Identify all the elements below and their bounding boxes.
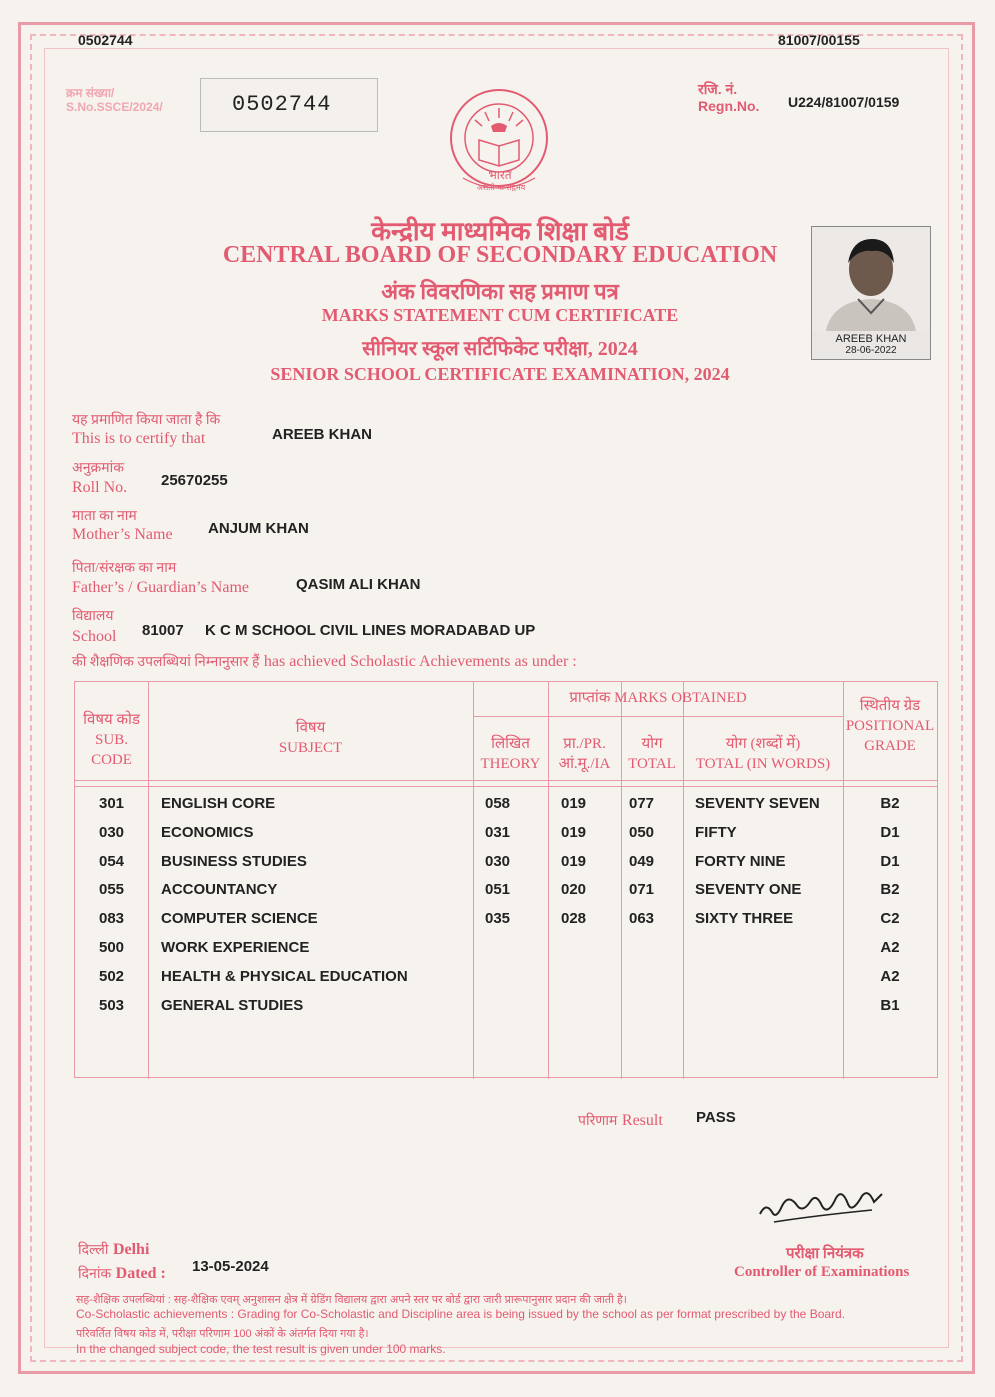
cell-subject: ACCOUNTANCY [161,881,278,898]
cell-total: 077 [629,795,655,812]
cell-words: FORTY NINE [695,853,786,870]
issue-date: 13-05-2024 [192,1258,269,1275]
cell-code: 054 [98,853,125,870]
certify-label-hindi: यह प्रमाणित किया जाता है कि [72,413,221,428]
school-name: K C M SCHOOL CIVIL LINES MORADABAD UP [205,622,536,639]
photo-caption-name: AREEB KHAN [835,333,907,345]
emblem-country: भारत [488,168,512,182]
cell-code: 083 [98,910,125,927]
result-label: Result [621,1112,663,1129]
photo-caption-date: 28-06-2022 [845,345,897,356]
footnote-hindi-1: सह-शैक्षिक उपलब्धियां : सह-शैक्षिक एवम् अनुशासन क्षेत्र में ग्रेडिंग विद्यालय द्वारा अपने स्तर पर बोर्ड द्वारा जारी प्रारूपानुसार प्रदान की जाती है। [76,1294,627,1306]
student-photo [811,226,931,360]
mother-label-hindi: माता का नाम [72,509,137,524]
regn-label-hindi: रजि. नं. [698,81,738,97]
cell-code: 301 [98,795,125,812]
cell-theory: 058 [485,795,511,812]
top-reference-number: 81007/00155 [778,32,860,48]
regn-number: U224/81007/0159 [788,94,900,110]
roll-label-hindi: अनुक्रमांक [72,461,124,476]
result-value: PASS [696,1109,736,1126]
footnote-2: In the changed subject code, the test result is given under 100 marks. [76,1342,446,1356]
result-line [578,1111,663,1130]
cell-subject: WORK EXPERIENCE [161,939,310,956]
sno-label-hindi: क्रम संख्या/ [66,86,115,100]
controller-signature-icon [752,1180,902,1230]
cell-practical: 019 [561,853,587,870]
cell-grade: C2 [880,910,900,927]
cell-practical: 020 [561,881,587,898]
achievements-label: has achieved Scholastic Achievements as under : [263,653,577,670]
cell-grade: A2 [880,968,900,985]
regn-label: Regn.No. [698,98,760,114]
emblem-motto: असतो मा सद्गमय [476,183,526,192]
result-label-hindi: परिणाम [578,1114,618,1129]
header-sub-code: विषय कोड SUB. CODE [83,712,140,768]
header-positional-grade: स्थितीय ग्रेड POSITIONAL GRADE [845,698,935,754]
board-name-hindi: केन्द्रीय माध्यमिक शिक्षा बोर्ड [371,217,629,246]
certificate-title: MARKS STATEMENT CUM CERTIFICATE [321,305,679,325]
header-subject: विषय SUBJECT [278,720,343,756]
achievements-label-hindi: की शैक्षणिक उपलब्धियां निम्नानुसार हैं [72,655,260,670]
header-practical: प्रा./PR. आं.मू./IA [558,736,611,772]
controller-title: Controller of Examinations [734,1264,910,1280]
cell-grade: B1 [880,997,900,1014]
header-total-in-words: योग (शब्दों में) TOTAL (IN WORDS) [695,736,831,772]
dated-line [78,1264,166,1283]
certify-label: This is to certify that [72,430,206,447]
cell-code: 500 [98,939,125,956]
cell-subject: GENERAL STUDIES [161,997,304,1014]
father-label-hindi: पिता/संरक्षक का नाम [72,561,177,576]
place: Delhi [112,1241,150,1258]
cell-total: 049 [629,853,655,870]
father-label: Father’s / Guardian’s Name [72,579,249,596]
cell-practical: 019 [561,795,587,812]
cell-words: SEVENTY SEVEN [695,795,820,812]
cell-code: 503 [98,997,125,1014]
cell-code: 055 [98,881,125,898]
certificate-title-hindi: अंक विवरणिका सह प्रमाण पत्र [381,279,619,304]
footnote-1: Co-Scholastic achievements : Grading for Co-Scholastic and Discipline area is being issued by the school as per format prescribed by the Board. [76,1307,846,1321]
cell-subject: ECONOMICS [161,824,254,841]
father-name: QASIM ALI KHAN [296,576,421,593]
sno-label: S.No.SSCE/2024/ [66,100,163,114]
exam-title: SENIOR SCHOOL CERTIFICATE EXAMINATION, 2024 [270,364,730,384]
place-hindi: दिल्ली [78,1243,109,1258]
student-portrait-icon [812,227,930,331]
dated-label-hindi: दिनांक [78,1267,112,1282]
school-label-hindi: विद्यालय [72,609,114,624]
header-marks-obtained: प्राप्तांक MARKS OBTAINED [569,690,747,706]
controller-title-hindi: परीक्षा नियंत्रक [786,1246,864,1262]
cell-grade: A2 [880,939,900,956]
cell-theory: 035 [485,910,511,927]
cell-subject: BUSINESS STUDIES [161,853,307,870]
mother-name: ANJUM KHAN [208,520,309,537]
school-label: School [72,628,117,645]
cell-grade: D1 [880,824,900,841]
cell-practical: 019 [561,824,587,841]
cell-subject: ENGLISH CORE [161,795,276,812]
cell-total: 071 [629,881,655,898]
board-name: CENTRAL BOARD OF SECONDARY EDUCATION [222,242,778,268]
cell-theory: 030 [485,853,511,870]
cell-grade: B2 [880,795,900,812]
header-theory: लिखित THEORY [480,736,541,772]
cell-theory: 051 [485,881,511,898]
mother-label: Mother’s Name [72,526,173,543]
roll-number: 25670255 [161,472,228,489]
marks-table [74,681,938,1078]
achievements-line [72,652,577,671]
cell-practical: 028 [561,910,587,927]
cell-words: SIXTY THREE [695,910,794,927]
school-code: 81007 [142,622,184,639]
cell-grade: B2 [880,881,900,898]
header-total: योग TOTAL [628,736,676,772]
cell-total: 063 [629,910,655,927]
cell-grade: D1 [880,853,900,870]
student-name: AREEB KHAN [272,426,373,443]
place-line [78,1240,149,1259]
cell-total: 050 [629,824,655,841]
cell-code: 030 [98,824,125,841]
dated-label: Dated : [115,1265,166,1282]
top-serial-number: 0502744 [78,32,133,48]
cell-words: FIFTY [695,824,737,841]
roll-label: Roll No. [72,479,128,496]
cell-words: SEVENTY ONE [695,881,802,898]
footnote-hindi-2: परिवर्तित विषय कोड में, परीक्षा परिणाम 100 अंकों के अंतर्गत दिया गया है। [76,1328,369,1340]
exam-title-hindi: सीनियर स्कूल सर्टिफिकेट परीक्षा, 2024 [362,338,638,360]
cell-code: 502 [98,968,125,985]
cell-theory: 031 [485,824,511,841]
sno-value: 0502744 [232,92,332,117]
cell-subject: COMPUTER SCIENCE [161,910,318,927]
cell-subject: HEALTH & PHYSICAL EDUCATION [161,968,408,985]
